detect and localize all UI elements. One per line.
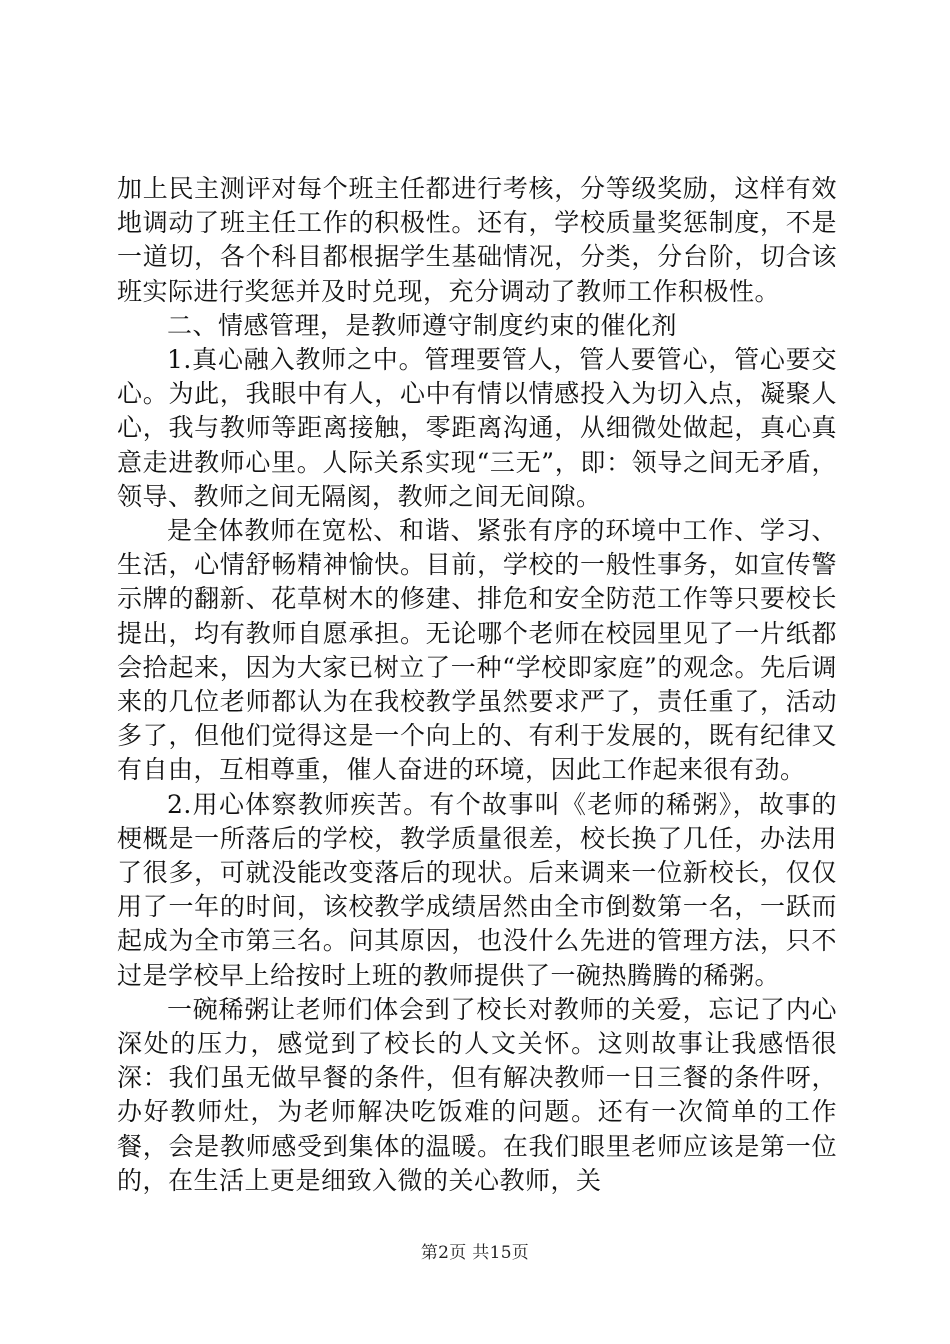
document-body <box>117 172 837 1198</box>
paragraph-6: 一碗稀粥让老师们体会到了校长对教师的关爱，忘记了内心深处的压力，感觉到了校长的人文关怀。这则故事让我感悟很深：我们虽无做早餐的条件，但有解决教师一日三餐的条件呀，办好教师灶，为老师解决吃饭难的问题。还有一次简单的工作餐，会是教师感受到集体的温暖。在我们眼里老师应该是第一位的，在生活上更是细致入微的关心教师，关 <box>117 994 837 1195</box>
paragraph-1: 加上民主测评对每个班主任都进行考核，分等级奖励，这样有效地调动了班主任工作的积极性。还有，学校质量奖惩制度，不是一道切，各个科目都根据学生基础情况，分类，分台阶，切合该班实际进行奖惩并及时兑现，充分调动了教师工作积极性。 <box>117 174 837 306</box>
paragraph-3: 1.真心融入教师之中。管理要管人，管人要管心，管心要交心。为此，我眼中有人，心中有情以情感投入为切入点，凝聚人心，我与教师等距离接触，零距离沟通，从细微处做起，真心真意走进教师心里。人际关系实现“三无”，即：领导之间无矛盾，领导、教师之间无隔阂，教师之间无间隙。 <box>117 345 837 511</box>
paragraph-4: 是全体教师在宽松、和谐、紧张有序的环境中工作、学习、生活，心情舒畅精神愉快。目前，学校的一般性事务，如宣传警示牌的翻新、花草树木的修建、排危和安全防范工作等只要校长提出，均有教师自愿承担。无论哪个老师在校园里见了一片纸都会拾起来，因为大家已树立了一种“学校即家庭”的观念。先后调来的几位老师都认为在我校教学虽然要求严了，责任重了，活动多了，但他们觉得这是一个向上的、有利于发展的，既有纪律又有自由，互相尊重，催人奋进的环境，因此工作起来很有劲。 <box>117 516 837 785</box>
page-number-footer: 第2页 共15页 <box>420 1243 530 1263</box>
paragraph-5: 2.用心体察教师疾苦。有个故事叫《老师的稀粥》，故事的梗概是一所落后的学校，教学质量很差，校长换了几任，办法用了很多，可就没能改变落后的现状。后来调来一位新校长，仅仅用了一年的时间，该校教学成绩居然由全市倒数第一名，一跃而起成为全市第三名。问其原因，也没什么先进的管理方法，只不过是学校早上给按时上班的教师提供了一碗热腾腾的稀粥。 <box>117 789 837 990</box>
section-heading: 二、情感管理，是教师遵守制度约束的催化剂 <box>167 310 678 340</box>
